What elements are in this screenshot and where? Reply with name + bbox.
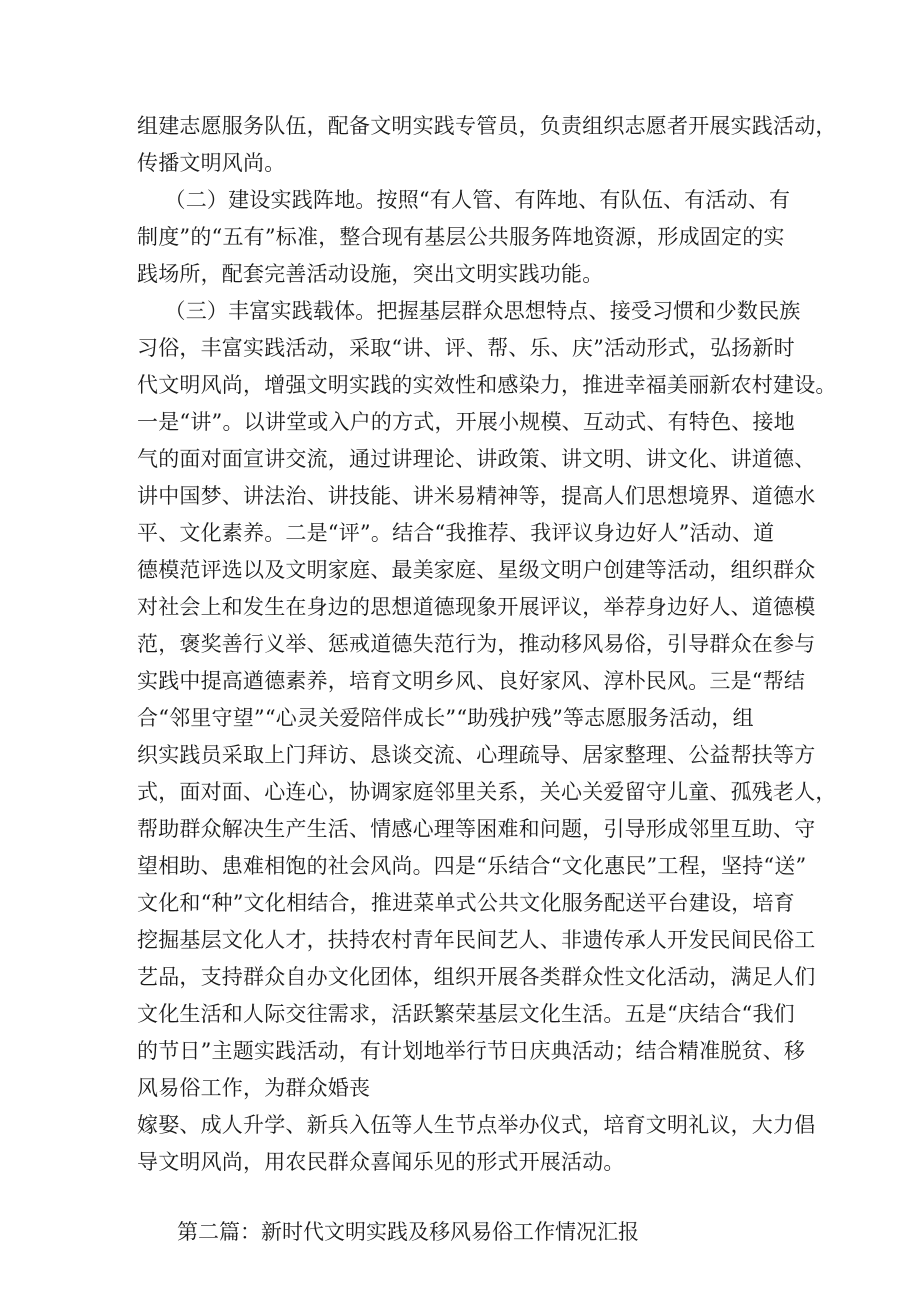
text-line: 风易俗工作，为群众婚丧	[137, 1076, 371, 1100]
text-line: 一是“讲”。以讲堂或入户的方式，开展小规模、互动式、有特色、接地	[137, 410, 795, 434]
text-line: 合“邻里守望”“心灵关爱陪伴成长”“助残护残”等志愿服务活动，组	[137, 706, 754, 730]
text-line: 望相助、患难相饱的社会风尚。四是“乐结合“文化惠民”工程，坚持“送”	[137, 854, 807, 878]
text-line: 范，褒奖善行义举、惩戒道德失范行为，推动移风易俗，引导群众在参与	[137, 632, 816, 656]
text-line: 导文明风尚，用农民群众喜闻乐见的形式开展活动。	[137, 1150, 625, 1174]
text-line: 习俗，丰富实践活动，采取“讲、评、帮、乐、庆”活动形式，弘扬新时	[137, 336, 795, 360]
text-line: 组建志愿服务队伍，配备文明实践专管员，负责组织志愿者开展实践活动，	[137, 114, 837, 138]
text-line: 的节日”主题实践活动，有计划地举行节日庆典活动；结合精准脱贫、移	[137, 1039, 806, 1063]
text-line: 文化和“种”文化相结合，推进菜单式公共文化服务配送平台建设，培育	[137, 891, 795, 915]
text-line: 气的面对面宣讲交流，通过讲理论、讲政策、讲文明、讲文化、讲道德、	[137, 447, 816, 471]
text-line: 挖掘基层文化人才，扶持农村青年民间艺人、非遗传承人开发民间民俗工	[137, 928, 816, 952]
text-line: 实践中提高遒德素养，培育文明乡风、良好家风、淳朴民风。三是“帮结	[137, 669, 806, 693]
text-line: 对社会上和发生在身边的思想道德现象开展评议，举荐身边好人、道德模	[137, 595, 816, 619]
text-line: 制度”的“五有”标准，整合现有基层公共服务阵地资源，形成固定的实	[137, 225, 785, 249]
text-line: 代文明风尚，增强文明实践的实效性和感染力，推进幸福美丽新农村建设。	[137, 373, 837, 397]
text-line: 嫁娶、成人升学、新兵入伍等人生节点举办仪式，培育文明礼议，大力倡	[137, 1113, 816, 1137]
text-line: 式，面对面、心连心，协调家庭邻里关系，关心关爱留守儿童、孤残老人，	[137, 780, 837, 804]
text-line: 艺品，支持群众自办文化团体，组织开展各类群众性文化活动，满足人们	[137, 965, 816, 989]
text-line: 讲中国梦、讲法治、讲技能、讲米易精神等，提高人们思想境界、道德水	[137, 484, 816, 508]
text-line: 践场所，配套完善活动设施，突出文明实践功能。	[137, 262, 604, 286]
text-line: 平、文化素养。二是“评”。结合“我推荐、我评议身边好人”活动、道	[137, 521, 775, 545]
text-line: （三）丰富实践载体。把握基层群众思想特点、接受习惯和少数民族	[137, 299, 801, 323]
text-line: 传播文明风尚。	[137, 151, 286, 175]
text-line: 文化生活和人际交往需求，活跃繁荣基层文化生活。五是“庆结合“我们	[137, 1002, 795, 1026]
text-line: 帮助群众解决生产生活、情感心理等困难和问题，引导形成邻里互助、守	[137, 817, 816, 841]
text-line: 织实践员采取上门拜访、恳谈交流、心理疏导、居家整理、公益帮扶等方	[137, 743, 816, 767]
text-line: 德模范评选以及文明家庭、最美家庭、星级文明户创建等活动，组织群众	[137, 558, 816, 582]
section-title: 第二篇：新时代文明实践及移风易俗工作情况汇报	[177, 1220, 639, 1244]
text-line: （二）建设实践阵地。按照“有人管、有阵地、有队伍、有活动、有	[137, 188, 791, 212]
